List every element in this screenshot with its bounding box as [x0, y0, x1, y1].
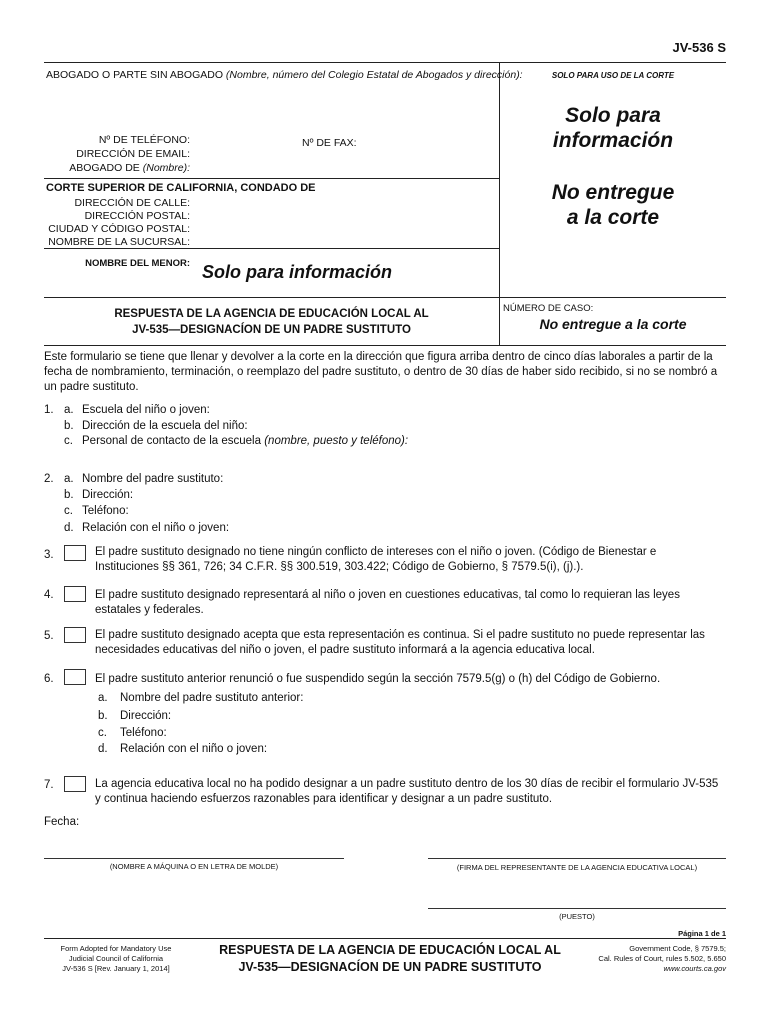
item2-c-label: Teléfono:	[82, 505, 129, 517]
title-caption: (PUESTO)	[559, 912, 595, 921]
item1-number: 1.	[44, 404, 54, 416]
item2-c-letter: c.	[64, 505, 73, 517]
item1-c-text: Personal de contacto de la escuela	[82, 435, 262, 447]
case-number-value: No entregue a la corte	[539, 316, 687, 332]
item4-checkbox[interactable]	[64, 586, 86, 602]
item2-a-letter: a.	[64, 473, 74, 485]
attorney-hint: (Nombre, número del Colegio Estatal de Abogados y dirección):	[225, 69, 523, 81]
footer-left-line3: JV-536 S [Rev. January 1, 2014]	[62, 964, 170, 973]
court-label: CORTE SUPERIOR DE CALIFORNIA, CONDADO DE	[46, 182, 316, 194]
caption-box	[44, 62, 726, 346]
item6-number: 6.	[44, 673, 54, 685]
item1-c-letter: c.	[64, 435, 73, 447]
fax-label: Nº DE FAX:	[302, 137, 357, 149]
item1-b-letter: b.	[64, 420, 74, 432]
footer-left	[44, 944, 188, 974]
footer-left-line2: Judicial Council of California	[68, 954, 164, 963]
stamp-info-line1: Solo para	[565, 104, 661, 127]
phone-label: Nº DE TELÉFONO:	[98, 134, 190, 146]
item6-a-label: Nombre del padre sustituto anterior:	[120, 692, 304, 704]
item4-number: 4.	[44, 589, 54, 601]
item2-b-letter: b.	[64, 489, 74, 501]
form-title	[44, 306, 499, 338]
signature-caption: (FIRMA DEL REPRESENTANTE DE LA AGENCIA EDUCATIVA LOCAL)	[456, 863, 698, 872]
item3-checkbox[interactable]	[64, 545, 86, 561]
item6-c-label: Teléfono:	[120, 727, 167, 739]
title-line[interactable]	[428, 908, 726, 909]
item6-a-letter: a.	[98, 692, 108, 704]
item1-a-label: Escuela del niño o joven:	[82, 404, 210, 416]
item7-checkbox[interactable]	[64, 776, 86, 792]
mailing-label: DIRECCIÓN POSTAL:	[84, 210, 190, 222]
intro-text: Este formulario se tiene que llenar y devolver a la corte en la dirección que figura arriba dentro de cinco días laborales a partir de la fecha de nombramiento, terminación, o reemplazo del padre sustituto, o dentro de 30 días de haber sido recibido, si no se nombró a un padre sustituto.	[44, 351, 718, 393]
item2-a-label: Nombre del padre sustituto:	[82, 473, 224, 485]
case-number-label: NÚMERO DE CASO:	[503, 303, 594, 314]
footer-right-line1: Government Code, § 7579.5;	[629, 944, 726, 953]
footer-title-line1: RESPUESTA DE LA AGENCIA DE EDUCACIÓN LOCAL AL	[219, 943, 561, 957]
date-label: Fecha:	[44, 816, 80, 828]
stamp-info-line2: información	[552, 129, 674, 152]
form-title-line1: RESPUESTA DE LA AGENCIA DE EDUCACIÓN LOCAL AL	[114, 308, 429, 320]
item2-number: 2.	[44, 473, 54, 485]
item5-number: 5.	[44, 630, 54, 642]
attorney-label: ABOGADO O PARTE SIN ABOGADO	[46, 69, 223, 81]
stamp-no-deliver	[500, 180, 726, 230]
name-caption: (NOMBRE A MÁQUINA O EN LETRA DE MOLDE)	[109, 862, 279, 871]
footer-right	[566, 944, 726, 974]
footer-rule	[44, 938, 726, 939]
signature-line[interactable]	[428, 858, 726, 859]
stamp-info	[500, 103, 726, 153]
attorney-for-label	[44, 162, 190, 174]
item5-checkbox[interactable]	[64, 627, 86, 643]
item1-b-label: Dirección de la escuela del niño:	[82, 420, 248, 432]
courts-link[interactable]: www.courts.ca.gov	[663, 964, 726, 973]
item1-a-letter: a.	[64, 404, 74, 416]
item2-d-letter: d.	[64, 522, 74, 534]
item6-text: El padre sustituto anterior renunció o fue suspendido según la sección 7579.5(g) o (h) del Código de Gobierno.	[95, 673, 661, 685]
branch-label: NOMBRE DE LA SUCURSAL:	[48, 236, 190, 248]
footer-left-line1: Form Adopted for Mandatory Use	[60, 944, 172, 953]
page-number: Página 1 de 1	[678, 929, 726, 938]
city-zip-label: CIUDAD Y CÓDIGO POSTAL:	[48, 223, 190, 235]
attorney-for-text: ABOGADO DE	[69, 162, 140, 174]
court-use-label: SOLO PARA USO DE LA CORTE	[551, 71, 675, 80]
item7-number: 7.	[44, 779, 54, 791]
name-line[interactable]	[44, 858, 344, 859]
item2-b-label: Dirección:	[82, 489, 134, 501]
item2-d-label: Relación con el niño o joven:	[82, 522, 230, 534]
attorney-heading	[46, 69, 523, 81]
item4-text: El padre sustituto designado representará al niño o joven en cuestiones educativas, tal como lo requieran las leyes estatales y federales.	[95, 589, 680, 616]
stamp-no-deliver-line1: No entregue	[551, 181, 675, 204]
item1-c-label	[82, 434, 408, 449]
item6-c-letter: c.	[98, 727, 107, 739]
item6-b-letter: b.	[98, 710, 108, 722]
footer-title-line2: JV-535—DESIGNACÍON DE UN PADRE SUSTITUTO	[238, 960, 542, 974]
form-title-line2: JV-535—DESIGNACÍON DE UN PADRE SUSTITUTO	[132, 324, 411, 336]
item1-c-hint: (nombre, puesto y teléfono):	[264, 435, 409, 447]
street-label: DIRECCIÓN DE CALLE:	[74, 197, 190, 209]
item6-d-label: Relación con el niño o joven:	[120, 743, 268, 755]
email-label: DIRECCIÓN DE EMAIL:	[76, 148, 190, 160]
item6-b-label: Dirección:	[120, 710, 172, 722]
item3-text: El padre sustituto designado no tiene ningún conflicto de intereses con el niño o joven. (Código de Bienestar e Instituciones §§ 361, 726; 34 C.F.R. §§ 300.519, 303.422; Código de Gobierno, § 7579.5(i), (j).).	[95, 546, 657, 573]
item6-checkbox[interactable]	[64, 669, 86, 685]
attorney-for-hint: (Nombre):	[142, 162, 190, 174]
footer-title	[190, 942, 590, 976]
stamp-no-deliver-line2: a la corte	[566, 206, 660, 229]
item6-d-letter: d.	[98, 743, 108, 755]
child-name-label: NOMBRE DEL MENOR:	[85, 258, 190, 269]
item5-text: El padre sustituto designado acepta que esta representación es continua. Si el padre sustituto no puede representar las necesidades educativas del niño o joven, el padre sustituto informará a la agencia educativa local.	[95, 629, 705, 656]
child-name-value: Solo para información	[202, 262, 393, 282]
footer-right-line2: Cal. Rules of Court, rules 5.502, 5.650	[598, 954, 726, 963]
item7-text: La agencia educativa local no ha podido designar a un padre sustituto dentro de los 30 días de recibir el formulario JV-535 y continua haciendo esfuerzos razonables para identificar y designar a un padre sustituto.	[95, 778, 719, 805]
form-number: JV-536 S	[672, 40, 726, 55]
item3-number: 3.	[44, 549, 54, 561]
